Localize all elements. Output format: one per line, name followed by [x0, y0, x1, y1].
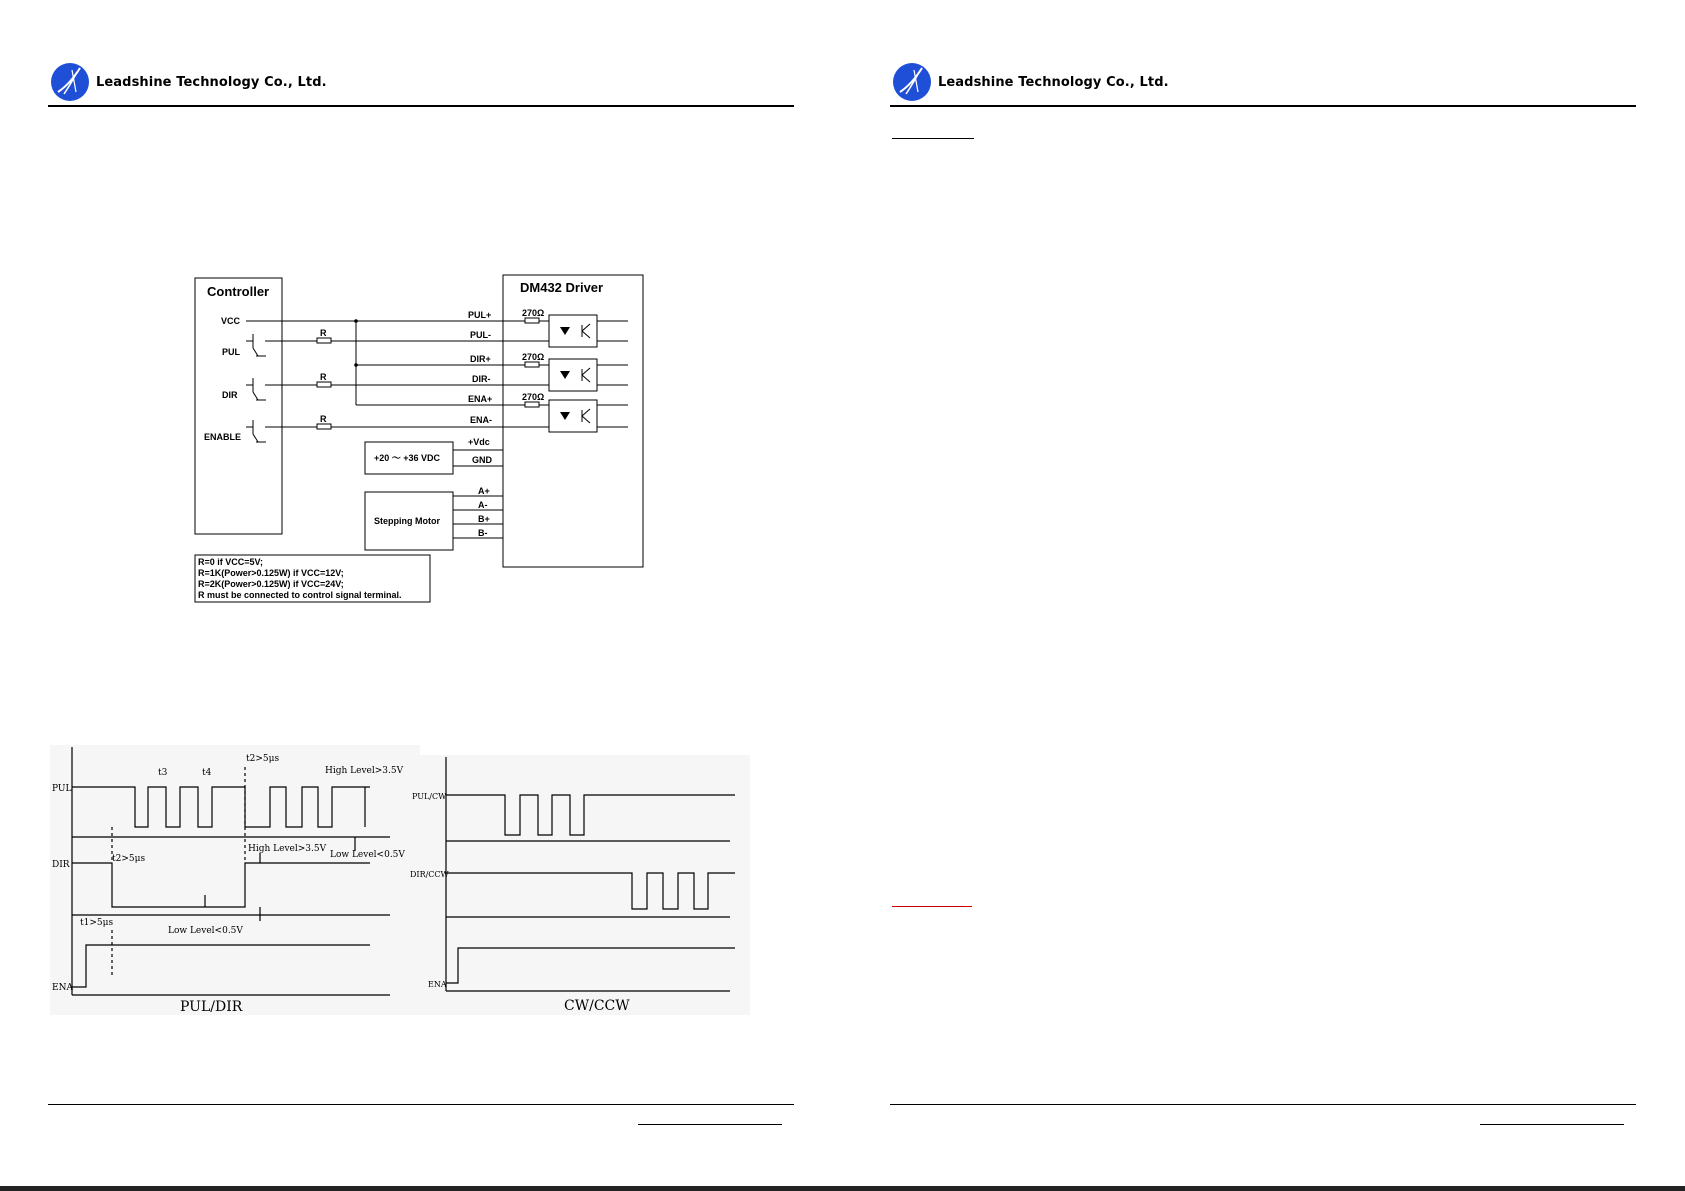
resistor-label: R	[320, 328, 327, 338]
enable-label: ENABLE	[204, 432, 242, 442]
low-level-label: Low Level<0.5V	[330, 850, 405, 860]
vcc-label: VCC	[221, 316, 241, 326]
note-line: R=1K(Power>0.125W) if VCC=12V;	[198, 568, 344, 578]
timing-diagram-pul-dir	[50, 745, 420, 1015]
low-level-label: Low Level<0.5V	[168, 926, 243, 936]
ena-signal-label: ENA	[52, 983, 73, 993]
footer-rule	[48, 1104, 794, 1105]
header-logo	[50, 60, 327, 104]
controller-title: Controller	[207, 284, 270, 299]
pul-plus-label: PUL+	[468, 310, 492, 320]
vdc-label: +Vdc	[468, 437, 490, 447]
company-name: Leadshine Technology Co., Ltd.	[96, 74, 327, 90]
pul-cw-signal-label: PUL/CW	[412, 792, 447, 801]
dir-label: DIR	[222, 390, 238, 400]
wiring-diagram	[190, 270, 650, 610]
header-logo	[892, 60, 1169, 104]
high-level-label: High Level>3.5V	[325, 766, 404, 776]
section-underline-red	[892, 906, 972, 907]
gnd-label: GND	[472, 455, 492, 465]
footer-rule	[890, 1104, 1636, 1105]
ena-minus-label: ENA-	[470, 415, 492, 425]
t1-label: t1>5μs	[80, 918, 114, 928]
left-page	[0, 0, 842, 1191]
ohm-label: 270Ω	[522, 308, 545, 318]
resistor-label: R	[320, 372, 327, 382]
supply-label: +20 ～ +36 VDC	[374, 453, 441, 463]
dir-signal-label: DIR	[52, 860, 70, 870]
footer-link-underline	[638, 1124, 782, 1125]
dir-minus-label: DIR-	[472, 374, 491, 384]
resistor-label: R	[320, 414, 327, 424]
t3-label: t3	[158, 768, 168, 778]
timing-diagram-cw-ccw	[410, 755, 750, 1015]
timing-caption: PUL/DIR	[180, 999, 243, 1015]
leadshine-logo-icon	[892, 62, 932, 102]
dir-plus-label: DIR+	[470, 354, 491, 364]
bottom-strip	[0, 1186, 1685, 1191]
high-level-label: High Level>3.5V	[248, 844, 327, 854]
pul-minus-label: PUL-	[470, 330, 491, 340]
note-line: R=0 if VCC=5V;	[198, 557, 264, 567]
driver-title: DM432 Driver	[520, 280, 604, 295]
pul-label: PUL	[222, 347, 240, 357]
company-name: Leadshine Technology Co., Ltd.	[938, 74, 1169, 90]
leadshine-logo-icon	[50, 62, 90, 102]
ena-plus-label: ENA+	[468, 394, 493, 404]
header-rule	[48, 105, 794, 107]
motor-label: Stepping Motor	[374, 516, 440, 526]
t2-label: t2>5μs	[112, 854, 146, 864]
ohm-label: 270Ω	[522, 352, 545, 362]
ohm-label: 270Ω	[522, 392, 545, 402]
timing-caption: CW/CCW	[564, 998, 630, 1014]
a-plus-label: A+	[478, 486, 490, 496]
footer-link-underline	[1480, 1124, 1624, 1125]
pul-signal-label: PUL	[52, 784, 72, 794]
t2-label: t2>5μs	[246, 754, 280, 764]
b-minus-label: B-	[478, 528, 488, 538]
header-rule	[890, 105, 1636, 107]
note-line: R must be connected to control signal terminal.	[198, 590, 402, 600]
dir-ccw-signal-label: DIR/CCW	[410, 870, 449, 879]
b-plus-label: B+	[478, 514, 490, 524]
t4-label: t4	[202, 768, 212, 778]
ena-signal-label: ENA	[428, 980, 447, 989]
section-underline	[892, 138, 974, 139]
right-page	[842, 0, 1685, 1191]
a-minus-label: A-	[478, 500, 488, 510]
note-line: R=2K(Power>0.125W) if VCC=24V;	[198, 579, 344, 589]
